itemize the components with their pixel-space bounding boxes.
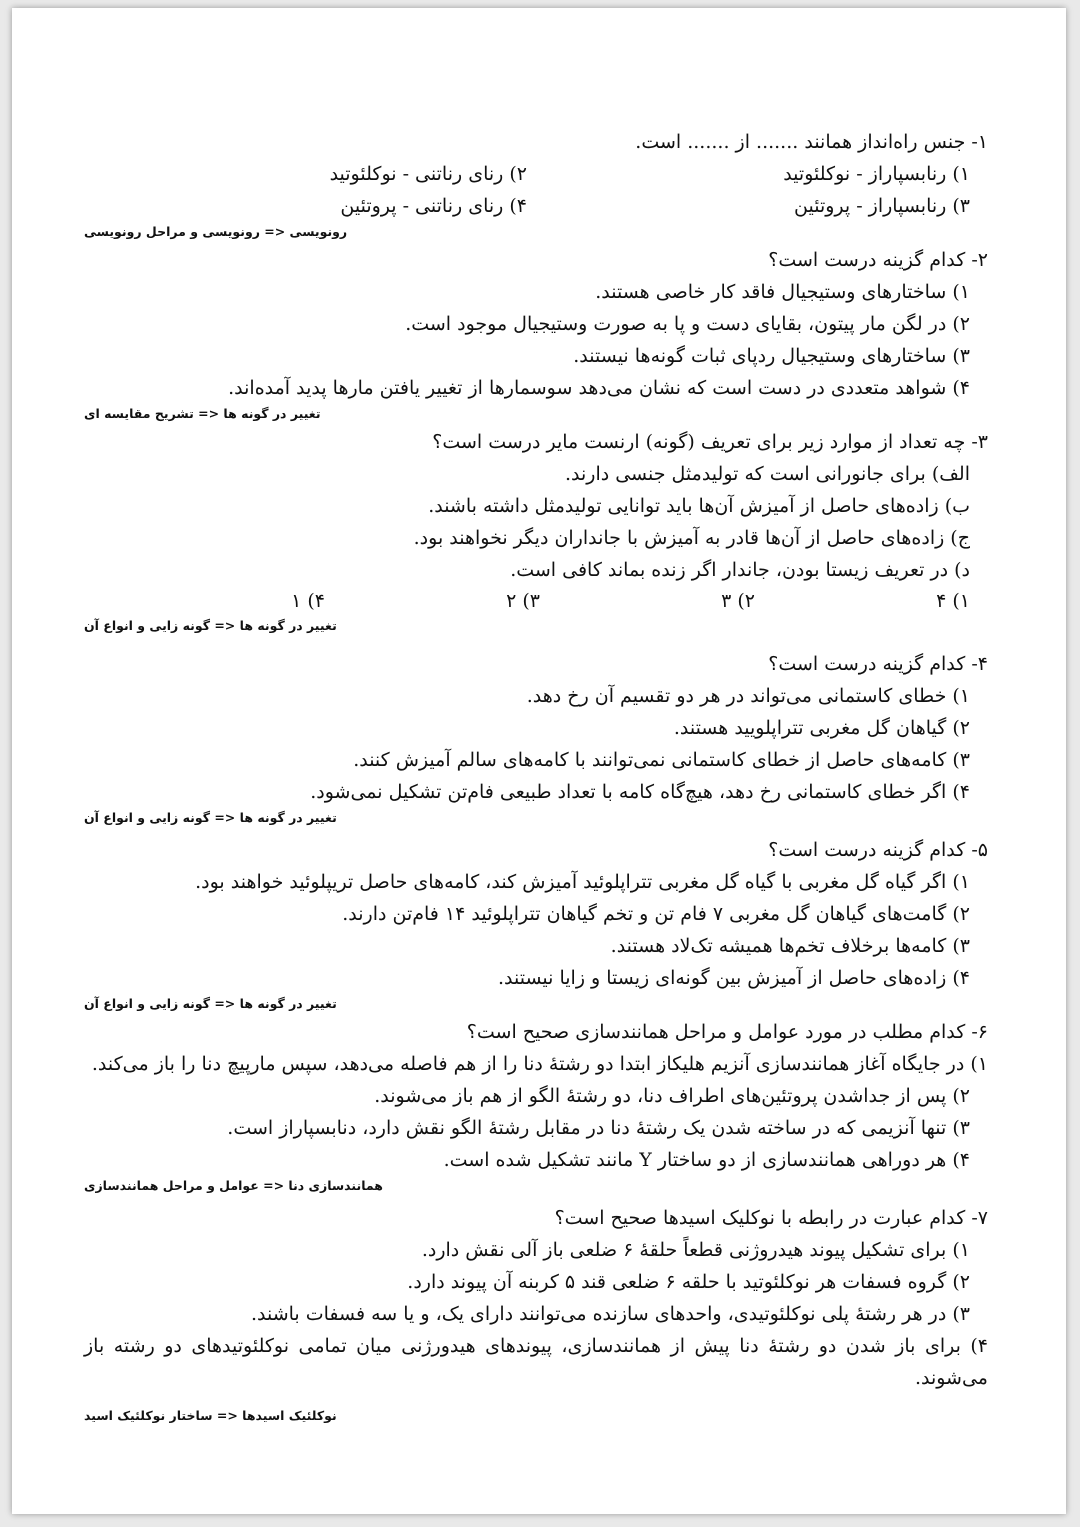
question-6 <box>84 1016 988 1196</box>
topic-tag: همانندسازی دنا <= عوامل و مراحل همانندسازی <box>84 1178 383 1193</box>
question-7 <box>84 1202 988 1426</box>
option-4: ۴) زاده‌های حاصل از آمیزش بین گونه‌ای زیستا و زایا نیستند. <box>497 967 970 989</box>
option-1: ۱) در جایگاه آغاز همانندسازی آنزیم هلیکاز ابتدا دو رشتهٔ دنا را از هم فاصله می‌دهد، سپس مارپیچ دنا را باز می‌کند. <box>91 1053 988 1075</box>
topic-tag: تغییر در گونه ها <= تشریح مقایسه ای <box>84 406 321 421</box>
option-4: ۴) برای باز شدن دو رشتهٔ دنا پیش از همانندسازی، پیوندهای هیدورژنی میان تمامی نوکلئوتیدهای دو رشته باز می‌شوند. <box>84 1335 988 1389</box>
option-3: ۳) ساختارهای وستیجیال ردپای ثبات گونه‌ها نیستند. <box>573 345 970 367</box>
options-row <box>84 190 988 222</box>
option-3: ۳) رنابسپاراز - پروتئین <box>794 195 970 217</box>
question-text: ۴- کدام گزینه درست است؟ <box>768 653 988 675</box>
option-2: ۲) ۳ <box>721 590 755 612</box>
statement-dal: د) در تعریف زیستا بودن، جاندار اگر زنده بماند کافی است. <box>510 559 970 581</box>
question-text: ۲- کدام گزینه درست است؟ <box>768 249 988 271</box>
option-2: ۲) گیاهان گل مغربی تتراپلویید هستند. <box>673 717 970 739</box>
option-4: ۴) اگر خطای کاستمانی رخ دهد، هیچ‌گاه کامه با تعداد طبیعی فام‌تن تشکیل نمی‌شود. <box>310 781 970 803</box>
question-list <box>84 126 988 1428</box>
topic-tag: رونویسی <= رونویسی و مراحل رونویسی <box>84 224 348 239</box>
question-2 <box>84 244 988 424</box>
option-1: ۱) ساختارهای وستیجیال فاقد کار خاصی هستند. <box>595 281 970 303</box>
question-text: ۳- چه تعداد از موارد زیر برای تعریف (گونه) ارنست مایر درست است؟ <box>432 431 988 453</box>
topic-tag: تغییر در گونه ها <= گونه زایی و انواع آن <box>84 810 337 825</box>
option-1: ۱) خطای کاستمانی می‌تواند در هر دو تقسیم آن رخ دهد. <box>526 685 970 707</box>
option-3: ۳) کامه‌های حاصل از خطای کاستمانی نمی‌توانند با کامه‌های سالم آمیزش کنند. <box>353 749 970 771</box>
question-text: ۶- کدام مطلب در مورد عوامل و مراحل همانندسازی صحیح است؟ <box>466 1021 988 1043</box>
options-row <box>84 158 988 190</box>
option-3: ۳) تنها آنزیمی که در ساخته شدن یک رشتهٔ دنا در مقابل رشتهٔ الگو نقش دارد، دنابسپاراز است. <box>227 1117 970 1139</box>
option-1: ۱) رنابسپاراز - نوکلئوتید <box>783 163 970 185</box>
statement-alef: الف) برای جانورانی است که تولیدمثل جنسی دارند. <box>564 463 970 485</box>
option-2: ۲) گروه فسفات هر نوکلئوتید با حلقه ۶ ضلعی قند ۵ کربنه آن پیوند دارد. <box>407 1271 970 1293</box>
option-2: ۲) رنای رناتنی - نوکلئوتید <box>329 163 527 185</box>
option-2: ۲) در لگن مار پیتون، بقایای دست و پا به صورت وستیجیال موجود است. <box>405 313 970 335</box>
options-row <box>84 586 988 616</box>
option-2: ۲) پس از جداشدن پروتئین‌های اطراف دنا، دو رشتهٔ الگو از هم باز می‌شوند. <box>374 1085 970 1107</box>
option-4: ۴) ۱ <box>291 590 325 612</box>
question-text: ۷- کدام عبارت در رابطه با نوکلیک اسیدها صحیح است؟ <box>554 1207 988 1229</box>
question-1 <box>84 126 988 242</box>
question-text: ۱- جنس راه‌انداز همانند ....... از ....... است. <box>635 131 988 153</box>
statement-jim: ج) زاده‌های حاصل از آن‌ها قادر به آمیزش با جانداران دیگر نخواهند بود. <box>413 527 970 549</box>
question-4 <box>84 648 988 828</box>
question-text: ۵- کدام گزینه درست است؟ <box>768 839 988 861</box>
question-3 <box>84 426 988 636</box>
option-4: ۴) شواهد متعددی در دست است که نشان می‌دهد سوسمارها از تغییر یافتن مارها پدید آمده‌اند. <box>228 377 970 399</box>
option-1: ۱) اگر گیاه گل مغربی با گیاه گل مغربی تتراپلوئید آمیزش کند، کامه‌های حاصل تریپلوئید خواهند بود. <box>195 871 970 893</box>
option-1: ۱) برای تشکیل پیوند هیدروژنی قطعاً حلقهٔ ۶ ضلعی باز آلی نقش دارد. <box>421 1239 970 1261</box>
option-4: ۴) رنای رناتنی - پروتئین <box>340 195 527 217</box>
statement-be: ب) زاده‌های حاصل از آمیزش آن‌ها باید توانایی تولیدمثل داشته باشند. <box>428 495 970 517</box>
option-3: ۳) کامه‌ها برخلاف تخم‌ها همیشه تک‌لاد هستند. <box>610 935 970 957</box>
question-5 <box>84 834 988 1014</box>
option-3: ۳) ۲ <box>506 590 540 612</box>
topic-tag: نوکلئیک اسیدها <= ساختار نوکلئیک اسید <box>84 1408 337 1423</box>
option-1: ۱) ۴ <box>936 590 970 612</box>
option-3: ۳) در هر رشتهٔ پلی نوکلئوتیدی، واحدهای سازنده می‌توانند دارای یک، و یا سه فسفات باشند. <box>250 1303 970 1325</box>
option-2: ۲) گامت‌های گیاهان گل مغربی ۷ فام تن و تخم گیاهان تتراپلوئید ۱۴ فام‌تن دارند. <box>342 903 970 925</box>
option-4: ۴) هر دوراهی همانندسازی از دو ساختار Y مانند تشکیل شده است. <box>443 1149 970 1171</box>
topic-tag: تغییر در گونه ها <= گونه زایی و انواع آن <box>84 996 337 1011</box>
document-page <box>12 8 1066 1514</box>
topic-tag: تغییر در گونه ها <= گونه زایی و انواع آن <box>84 618 337 633</box>
